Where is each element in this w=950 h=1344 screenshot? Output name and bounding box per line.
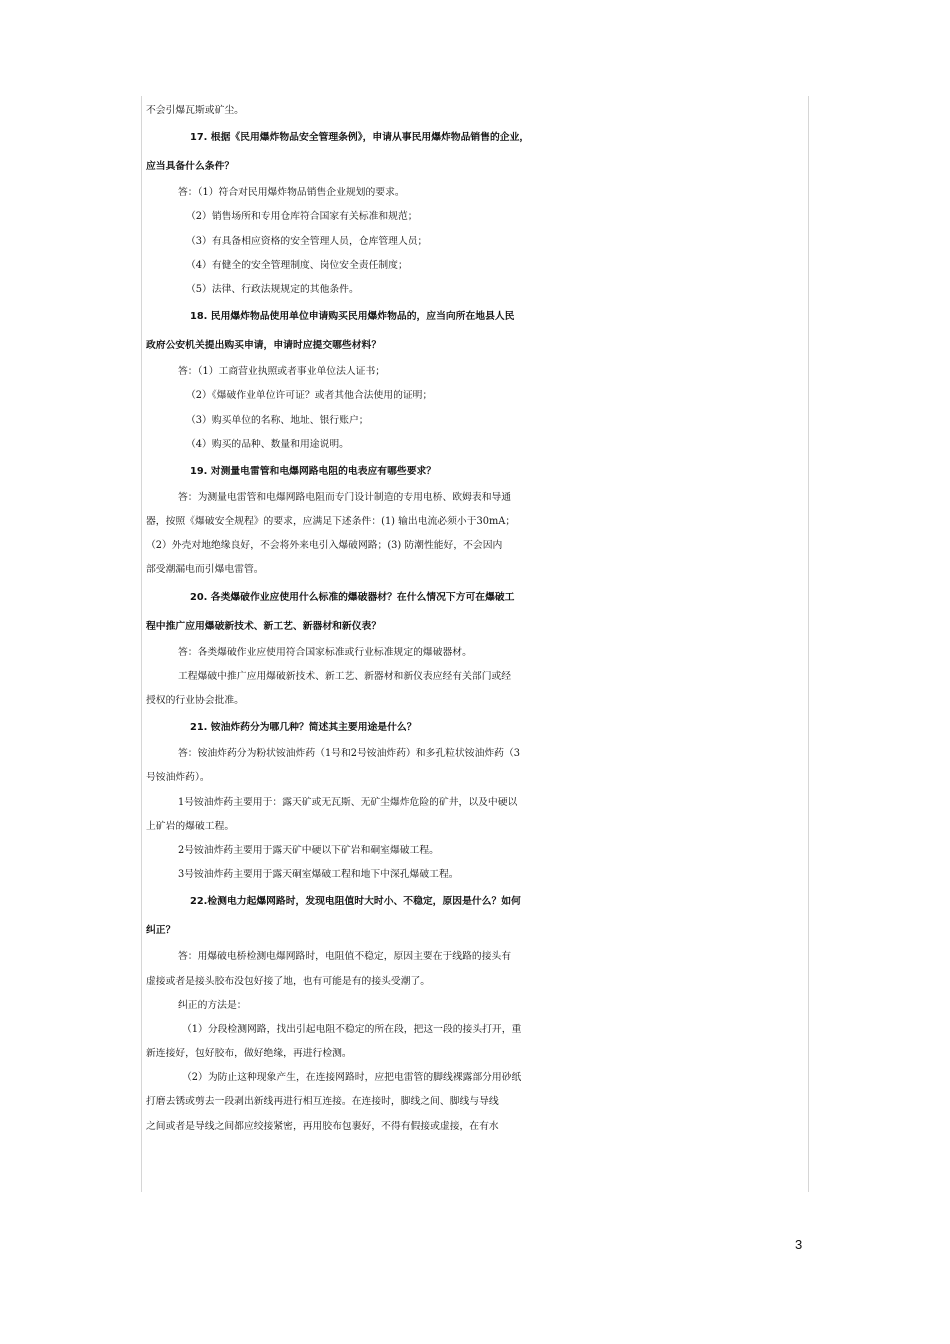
answer-line: 答：铵油炸药分为粉状铵油炸药（1号和2号铵油炸药）和多孔粒状铵油炸药（3 bbox=[178, 748, 520, 760]
question-line: 应当具备什么条件？ bbox=[146, 161, 235, 173]
answer-line: 答：（1）工商营业执照或者事业单位法人证书； bbox=[178, 366, 386, 378]
answer-line: 1号铵油炸药主要用于：露天矿或无瓦斯、无矿尘爆炸危险的矿井，以及中硬以 bbox=[178, 796, 518, 808]
answer-line: 打磨去锈或剪去一段剥出新线再进行相互连接。在连接时，脚线之间、脚线与导线 bbox=[146, 1096, 499, 1108]
question-line: 17. 根据《民用爆炸物品安全管理条例》，申请从事民用爆炸物品销售的企业， bbox=[190, 132, 530, 144]
answer-line: （4）有健全的安全管理制度、岗位安全责任制度； bbox=[186, 259, 408, 271]
answer-line: 纠正的方法是： bbox=[178, 999, 247, 1011]
question-line: 21. 铵油炸药分为哪几种？简述其主要用途是什么？ bbox=[190, 722, 417, 734]
answer-line: （4）购买的品种、数量和用途说明。 bbox=[186, 438, 349, 450]
answer-line: （2）外壳对地绝缘良好，不会将外来电引入爆破网路；(3) 防潮性能好，不会因内 bbox=[146, 540, 503, 552]
question-line: 纠正？ bbox=[146, 925, 176, 937]
question-line: 19. 对测量电雷管和电爆网路电阻的电表应有哪些要求？ bbox=[190, 465, 437, 477]
answer-line: 授权的行业协会批准。 bbox=[146, 695, 244, 706]
answer-line: 虚接或者是接头胶布没包好接了地，也有可能是有的接头受潮了。 bbox=[146, 975, 431, 987]
answer-line: 3号铵油炸药主要用于露天硐室爆破工程和地下中深孔爆破工程。 bbox=[178, 869, 459, 881]
question-line: 政府公安机关提出购买申请，申请时应提交哪些材料？ bbox=[146, 340, 382, 352]
answer-line: （1）分段检测网路，找出引起电阻不稳定的所在段，把这一段的接头打开，重 bbox=[182, 1023, 522, 1035]
answer-line: 部受潮漏电而引爆电雷管。 bbox=[146, 564, 264, 576]
answer-line: （2）销售场所和专用仓库符合国家有关标准和规范； bbox=[186, 211, 418, 223]
page-number: 3 bbox=[795, 1237, 803, 1252]
answer-line: 之间或者是导线之间都应绞接紧密，再用胶布包裹好，不得有假接或虚接，在有水 bbox=[146, 1120, 499, 1132]
answer-line: （5）法律、行政法规规定的其他条件。 bbox=[186, 283, 359, 295]
answer-line: （3）购买单位的名称、地址、银行账户； bbox=[186, 414, 369, 426]
answer-line: 答：为测量电雷管和电爆网路电阻而专门设计制造的专用电桥、欧姆表和导通 bbox=[178, 491, 512, 503]
answer-line: 答：（1）符合对民用爆炸物品销售企业规划的要求。 bbox=[178, 187, 405, 199]
question-line: 程中推广应用爆破新技术、新工艺、新器材和新仪表？ bbox=[146, 620, 382, 632]
answer-line: （2）为防止这种现象产生，在连接网路时，应把电雷管的脚线裸露部分用砂纸 bbox=[182, 1072, 522, 1084]
answer-line: 新连接好，包好胶布，做好绝缘，再进行检测。 bbox=[146, 1048, 352, 1060]
answer-line: 上矿岩的爆破工程。 bbox=[146, 820, 235, 832]
document-body bbox=[146, 99, 808, 1139]
answer-line: 不会引爆瓦斯或矿尘。 bbox=[146, 105, 244, 116]
question-line: 18. 民用爆炸物品使用单位申请购买民用爆炸物品的，应当向所在地县人民 bbox=[190, 311, 515, 323]
answer-line: （2）《爆破作业单位许可证？或者其他合法使用的证明； bbox=[186, 390, 433, 402]
question-line: 20. 各类爆破作业应使用什么标准的爆破器材？在什么情况下方可在爆破工 bbox=[190, 591, 515, 603]
answer-line: 答：各类爆破作业应使用符合国家标准或行业标准规定的爆破器材。 bbox=[178, 646, 472, 658]
answer-line: 器，按照《爆破安全规程》的要求，应满足下述条件：(1) 输出电流必须小于30mA； bbox=[146, 516, 516, 528]
answer-line: 工程爆破中推广应用爆破新技术、新工艺、新器材和新仪表应经有关部门或经 bbox=[178, 670, 512, 682]
answer-line: 2号铵油炸药主要用于露天矿中硬以下矿岩和硐室爆破工程。 bbox=[178, 844, 439, 856]
answer-line: 答：用爆破电桥检测电爆网路时，电阻值不稳定，原因主要在于线路的接头有 bbox=[178, 951, 512, 963]
answer-line: 号铵油炸药）。 bbox=[146, 772, 210, 784]
answer-line: （3）有具备相应资格的安全管理人员，仓库管理人员； bbox=[186, 235, 428, 247]
question-line: 22.检测电力起爆网路时，发现电阻值时大时小、不稳定，原因是什么？如何 bbox=[190, 896, 521, 908]
